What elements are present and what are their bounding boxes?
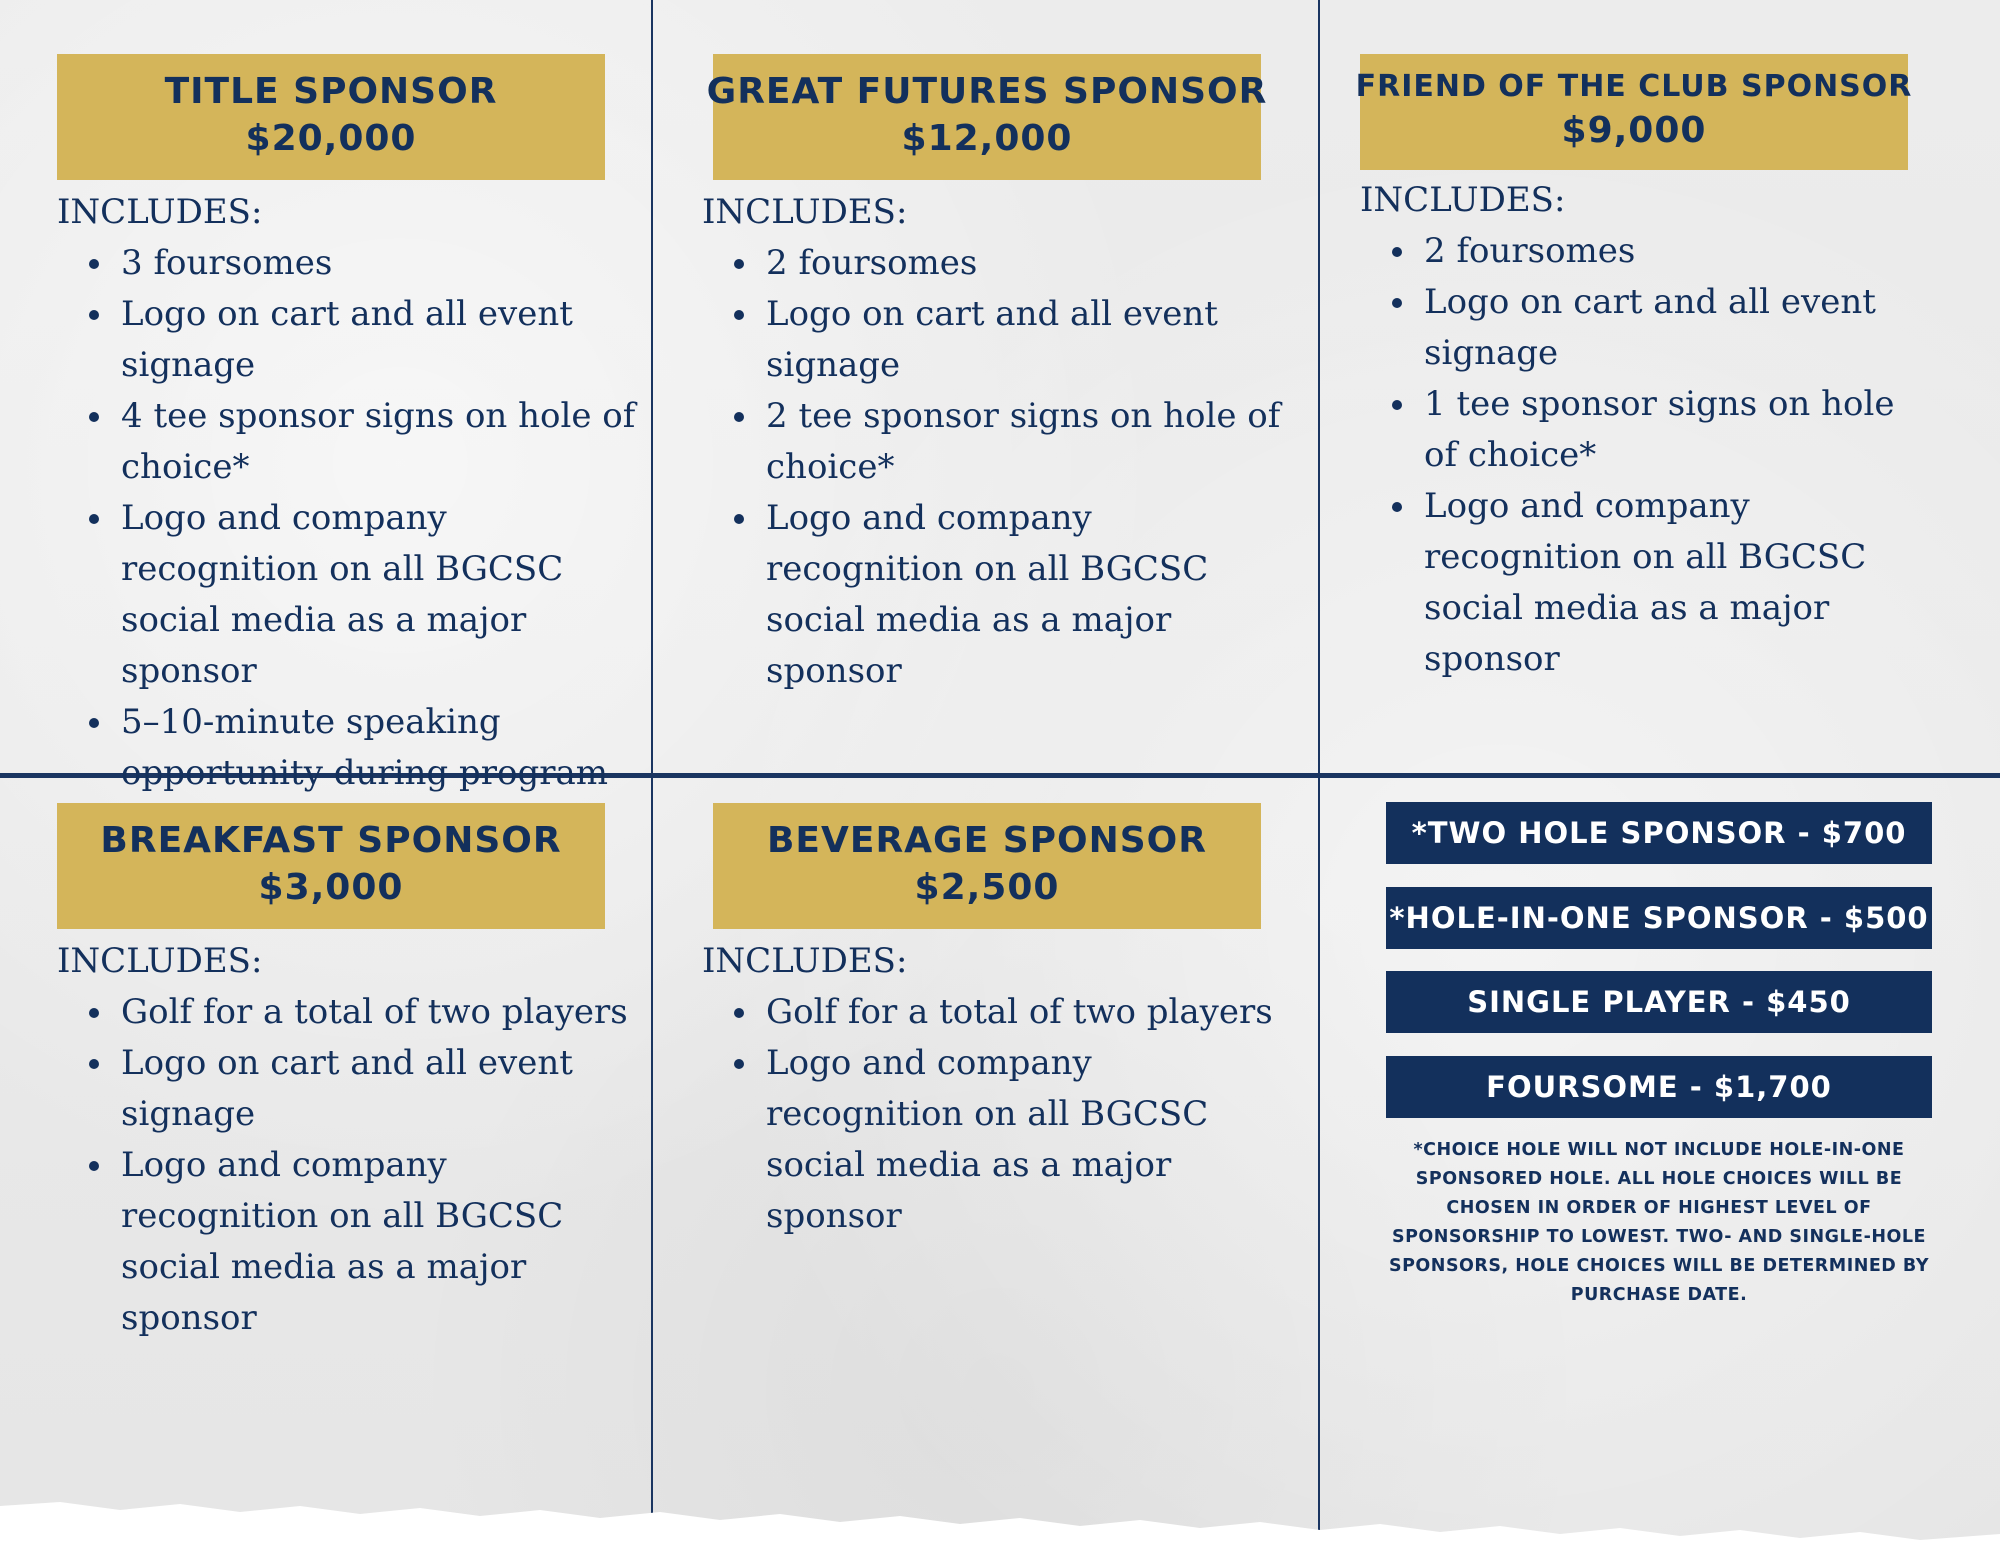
list-item: 1 tee sponsor signs on hole of choice*: [1424, 379, 1920, 481]
column-divider-left: [651, 0, 653, 1530]
list-item: Logo on cart and all event signage: [121, 289, 637, 391]
list-item: Logo and company recognition on all BGCSC social media as a major sponsor: [121, 1140, 637, 1344]
title-sponsor-price: $20,000: [245, 118, 417, 159]
great-futures-sponsor-price: $12,000: [901, 118, 1073, 159]
friend-of-club-sponsor-name: FRIEND OF THE CLUB SPONSOR: [1355, 69, 1913, 104]
benefit-list: [57, 238, 637, 799]
torn-paper-edge: [0, 1476, 2000, 1545]
benefit-list: [57, 987, 637, 1344]
friend-of-club-sponsor-price: $9,000: [1561, 110, 1707, 151]
great-futures-sponsor-includes: [702, 187, 1292, 697]
title-sponsor-includes: [57, 187, 637, 799]
benefit-list: [1360, 226, 1920, 685]
list-item: Logo and company recognition on all BGCSC social media as a major sponsor: [766, 493, 1292, 697]
column-divider-right: [1318, 0, 1320, 1530]
title-sponsor-name: TITLE SPONSOR: [164, 71, 498, 112]
beverage-sponsor-price: $2,500: [914, 867, 1060, 908]
includes-label: INCLUDES:: [702, 192, 908, 232]
list-item: 4 tee sponsor signs on hole of choice*: [121, 391, 637, 493]
friend-of-club-sponsor-header: [1355, 54, 1913, 170]
breakfast-sponsor-includes: [57, 936, 637, 1344]
includes-label: INCLUDES:: [1360, 180, 1566, 220]
list-item: 2 foursomes: [1424, 226, 1920, 277]
list-item: Logo on cart and all event signage: [766, 289, 1292, 391]
list-item: 3 foursomes: [121, 238, 637, 289]
list-item: Logo and company recognition on all BGCSC social media as a major sponsor: [1424, 481, 1920, 685]
list-item: Golf for a total of two players: [121, 987, 637, 1038]
breakfast-sponsor-price: $3,000: [258, 867, 404, 908]
list-item: Golf for a total of two players: [766, 987, 1292, 1038]
single-player-option: SINGLE PLAYER - $450: [1386, 971, 1932, 1033]
beverage-sponsor-name: BEVERAGE SPONSOR: [766, 820, 1208, 861]
breakfast-sponsor-name: BREAKFAST SPONSOR: [100, 820, 562, 861]
foursome-option: FOURSOME - $1,700: [1386, 1056, 1932, 1118]
beverage-sponsor-header: [713, 803, 1261, 929]
two-hole-sponsor-option: *TWO HOLE SPONSOR - $700: [1386, 802, 1932, 864]
title-sponsor-header: [57, 54, 605, 180]
benefit-list: [702, 238, 1292, 697]
great-futures-sponsor-header: [706, 54, 1268, 180]
includes-label: INCLUDES:: [702, 941, 908, 981]
benefit-list: [702, 987, 1292, 1242]
includes-label: INCLUDES:: [57, 192, 263, 232]
list-item: Logo on cart and all event signage: [1424, 277, 1920, 379]
hole-in-one-sponsor-option: *HOLE-IN-ONE SPONSOR - $500: [1386, 887, 1932, 949]
friend-of-club-sponsor-includes: [1360, 175, 1920, 685]
list-item: Logo on cart and all event signage: [121, 1038, 637, 1140]
great-futures-sponsor-name: GREAT FUTURES SPONSOR: [706, 71, 1268, 112]
hole-choice-footnote: *CHOICE HOLE WILL NOT INCLUDE HOLE-IN-ONE SPONSORED HOLE. ALL HOLE CHOICES WILL BE CHOSEN IN ORDER OF HIGHEST LEVEL OF SPONSORSHIP TO LOWEST. TWO- AND SINGLE-HOLE SPONSORS, HOLE CHOICES WILL BE DETERMINED BY PURCHASE DATE.: [1389, 1140, 1929, 1305]
list-item: 2 tee sponsor signs on hole of choice*: [766, 391, 1292, 493]
includes-label: INCLUDES:: [57, 941, 263, 981]
list-item: Logo and company recognition on all BGCSC social media as a major sponsor: [121, 493, 637, 697]
beverage-sponsor-includes: [702, 936, 1292, 1242]
list-item: Logo and company recognition on all BGCSC social media as a major sponsor: [766, 1038, 1292, 1242]
list-item: 2 foursomes: [766, 238, 1292, 289]
breakfast-sponsor-header: [57, 803, 605, 929]
list-item: 5–10-minute speaking opportunity during program: [121, 697, 637, 799]
